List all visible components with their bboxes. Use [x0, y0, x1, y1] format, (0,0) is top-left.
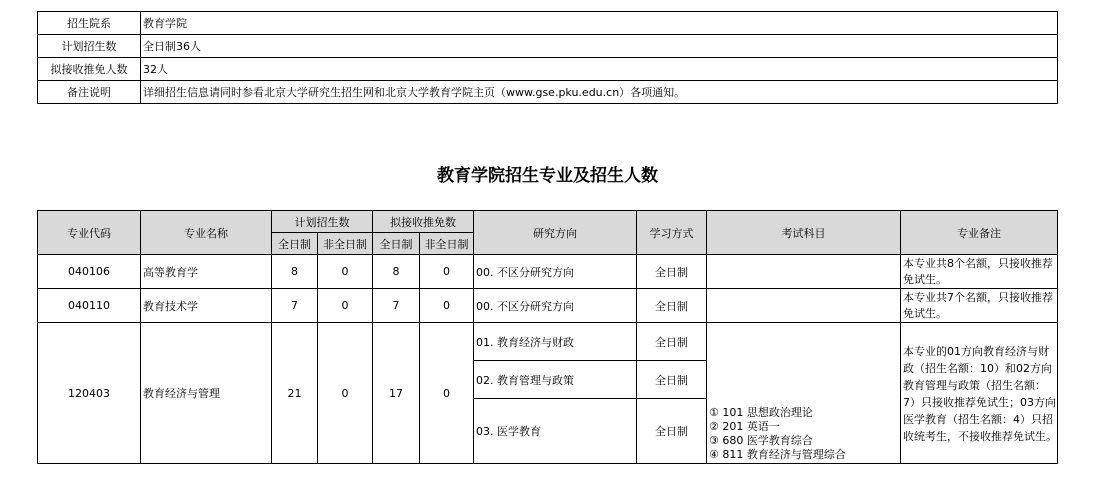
- info-row: [38, 58, 1058, 81]
- info-key: 拟接收推免人数: [38, 58, 141, 81]
- major-name: 教育技术学: [141, 289, 272, 323]
- info-value: 详细招生信息请同时参看北京大学研究生招生网和北京大学教育学院主页（www.gse.pku.edu.cn）各项通知。: [141, 81, 1058, 104]
- rec-part: 0: [420, 323, 474, 464]
- rec-full: 17: [373, 323, 420, 464]
- major-name: 教育经济与管理: [141, 323, 272, 464]
- plan-part: 0: [318, 323, 373, 464]
- info-key: 招生院系: [38, 12, 141, 35]
- exam-subject: ③ 680 医学教育综合: [709, 434, 813, 447]
- major-code: 040106: [38, 255, 141, 289]
- table-row: [38, 289, 1058, 323]
- rec-part: 0: [420, 289, 474, 323]
- study-mode: 全日制: [637, 399, 707, 464]
- header-plan-full: 全日制: [272, 233, 318, 255]
- header-rec-part: 非全日制: [420, 233, 474, 255]
- exam-subject: ④ 811 教育经济与管理综合: [709, 448, 846, 461]
- plan-full: 21: [272, 323, 318, 464]
- direction: 01. 教育经济与财政: [474, 323, 637, 361]
- header-plan: 计划招生数: [272, 211, 373, 233]
- direction: 03. 医学教育: [474, 399, 637, 464]
- header-rec-full: 全日制: [373, 233, 420, 255]
- info-key: 备注说明: [38, 81, 141, 104]
- header-exam: 考试科目: [707, 211, 901, 255]
- study-mode: 全日制: [637, 361, 707, 399]
- exam-subjects: [707, 323, 901, 464]
- info-row: [38, 81, 1058, 104]
- header-note: 专业备注: [901, 211, 1058, 255]
- major-note: 本专业共8个名额，只接收推荐免试生。: [901, 255, 1058, 289]
- study-mode: 全日制: [637, 289, 707, 323]
- plan-part: 0: [318, 255, 373, 289]
- major-name: 高等教育学: [141, 255, 272, 289]
- header-name: 专业名称: [141, 211, 272, 255]
- majors-table: [37, 210, 1058, 464]
- rec-full: 8: [373, 255, 420, 289]
- info-row: [38, 12, 1058, 35]
- exam-subjects: [707, 255, 901, 289]
- study-mode: 全日制: [637, 255, 707, 289]
- page-title: 教育学院招生专业及招生人数: [437, 166, 658, 186]
- exam-subjects: [707, 289, 901, 323]
- rec-full: 7: [373, 289, 420, 323]
- exam-subject: ① 101 思想政治理论: [709, 406, 813, 419]
- major-code: 120403: [38, 323, 141, 464]
- direction: 00. 不区分研究方向: [474, 289, 637, 323]
- header-mode: 学习方式: [637, 211, 707, 255]
- info-key: 计划招生数: [38, 35, 141, 58]
- info-table: [37, 11, 1058, 104]
- plan-full: 8: [272, 255, 318, 289]
- info-value: 教育学院: [141, 12, 1058, 35]
- table-row: [38, 255, 1058, 289]
- info-row: [38, 35, 1058, 58]
- plan-part: 0: [318, 289, 373, 323]
- rec-part: 0: [420, 255, 474, 289]
- direction: 02. 教育管理与政策: [474, 361, 637, 399]
- table-row: [38, 323, 1058, 361]
- header-plan-part: 非全日制: [318, 233, 373, 255]
- header-recommend: 拟接收推免数: [373, 211, 474, 233]
- direction: 00. 不区分研究方向: [474, 255, 637, 289]
- major-note: 本专业共7个名额，只接收推荐免试生。: [901, 289, 1058, 323]
- info-value: 32人: [141, 58, 1058, 81]
- study-mode: 全日制: [637, 323, 707, 361]
- header-code: 专业代码: [38, 211, 141, 255]
- major-note: 本专业的01方向教育经济与财政（招生名额：10）和02方向教育管理与政策（招生名额：7）只接收推荐免试生；03方向医学教育（招生名额：4）只招收统考生，不接收推荐免试生。: [901, 323, 1058, 464]
- major-code: 040110: [38, 289, 141, 323]
- header-direction: 研究方向: [474, 211, 637, 255]
- header-row: [38, 211, 1058, 233]
- exam-subject: ② 201 英语一: [709, 420, 780, 433]
- plan-full: 7: [272, 289, 318, 323]
- info-value: 全日制36人: [141, 35, 1058, 58]
